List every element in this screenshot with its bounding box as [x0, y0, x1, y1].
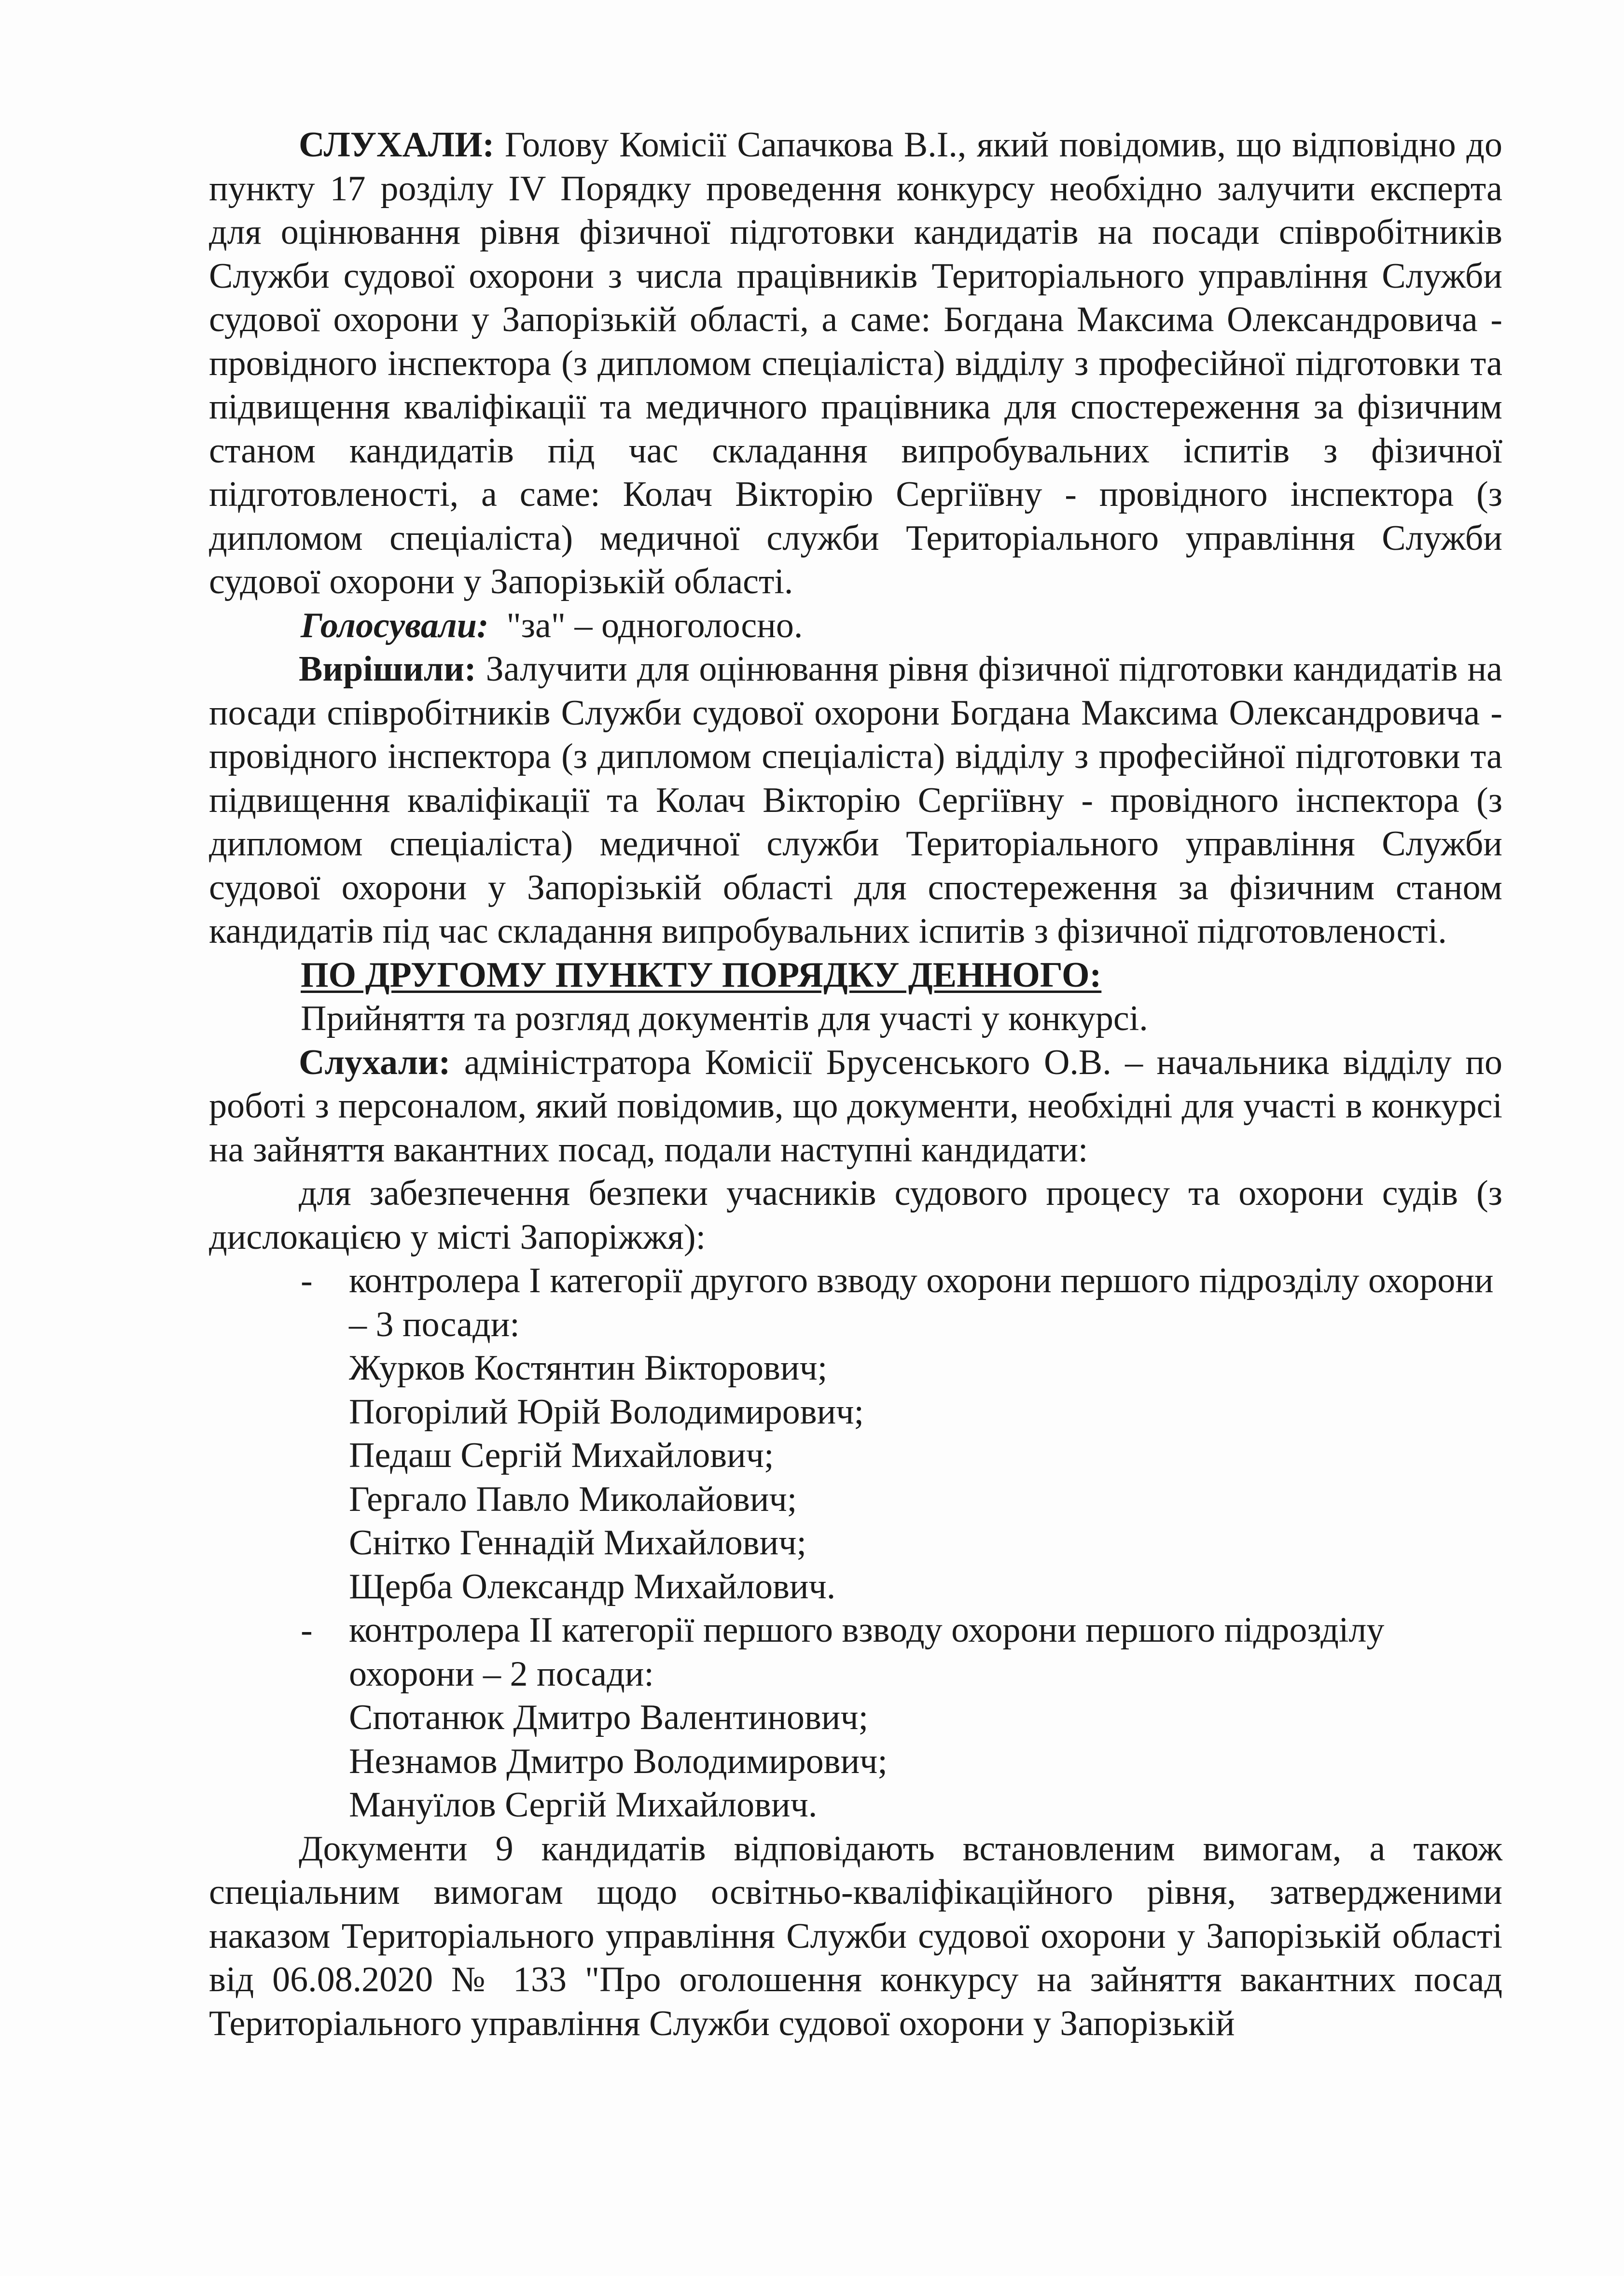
decided-label: Вирішили:	[299, 649, 476, 689]
candidate-name: Педаш Сергій Михайлович;	[349, 1436, 774, 1475]
agenda-item-2-heading: ПО ДРУГОМУ ПУНКТУ ПОРЯДКУ ДЕННОГО:	[301, 955, 1102, 995]
decided-paragraph	[209, 647, 1502, 953]
vote-label: Голосували:	[301, 605, 489, 645]
candidate-name: Снітко Геннадій Михайлович;	[349, 1523, 807, 1563]
document-body	[209, 123, 1502, 2045]
position-1-candidates	[209, 1346, 1502, 1608]
position-item-1	[209, 1259, 1502, 1346]
candidate-name: Гергало Павло Миколайович;	[349, 1479, 797, 1519]
candidate-name: Мануїлов Сергій Михайлович.	[349, 1785, 818, 1825]
position-1-title: контролера І категорії другого взводу охорони першого підрозділу охорони – 3 посади:	[349, 1261, 1494, 1344]
candidate-name: Незнамов Дмитро Володимирович;	[349, 1741, 888, 1781]
security-intro: для забезпечення безпеки учасників судового процесу та охорони судів (з дислокацією у місті Запоріжжя):	[209, 1173, 1502, 1257]
heard-2-label: Слухали:	[299, 1042, 451, 1082]
decided-text: Залучити для оцінювання рівня фізичної підготовки кандидатів на посади співробітників Служби судової охорони Богдана Максима Олександровича - провідного інспектора (з дипломом спеціаліста) відділу з професійної підготовки та підвищення кваліфікації та Колач Вікторію Сергіївну - провідного інспектора (з дипломом спеціаліста) медичної служби Територіального управління Служби судової охорони у Запорізькій області для спостереження за фізичним станом кандидатів під час складання випробувальних іспитів з фізичної підготовленості.	[209, 649, 1502, 951]
heard-text: Голову Комісії Сапачкова В.І., який повідомив, що відповідно до пункту 17 розділу IV Порядку проведення конкурсу необхідно залучити експерта для оцінювання рівня фізичної підготовки кандидатів на посади співробітників Служби судової охорони з числа працівників Територіального управління Служби судової охорони у Запорізькій області, а саме: Богдана Максима Олександровича - провідного інспектора (з дипломом спеціаліста) відділу з професійної підготовки та підвищення кваліфікації та медичного працівника для спостереження за фізичним станом кандидатів під час складання випробувальних іспитів з фізичної підготовленості, а саме: Колач Вікторію Сергіївну - провідного інспектора (з дипломом спеціаліста) медичної служби Територіального управління Служби судової охорони у Запорізькій області.	[209, 125, 1502, 601]
heard-label: СЛУХАЛИ:	[299, 125, 495, 165]
position-item-2	[209, 1608, 1502, 1696]
closing-paragraph: Документи 9 кандидатів відповідають встановленим вимогам, а також спеціальним вимогам щодо освітньо-кваліфікаційного рівня, затвердженими наказом Територіального управління Служби судової охорони у Запорізькій області від 06.08.2020 № 133 "Про оголошення конкурсу на зайняття вакантних посад Територіального управління Служби судової охорони у Запорізькій	[209, 1829, 1502, 2043]
position-2-candidates	[209, 1696, 1502, 1827]
vote-text: "за" – одноголосно.	[488, 605, 803, 645]
candidate-name: Журков Костянтин Вікторович;	[349, 1348, 828, 1388]
heard-paragraph-2	[209, 1041, 1502, 1172]
candidate-name: Погорілий Юрій Володимирович;	[349, 1392, 864, 1432]
position-1-dash: -	[301, 1261, 313, 1300]
candidate-name: Щерба Олександр Михайлович.	[349, 1566, 836, 1606]
heard-paragraph-1	[209, 123, 1502, 604]
heard-2-text: адміністратора Комісії Брусенського О.В. – начальника відділу по роботі з персоналом, який повідомив, що документи, необхідні для участі в конкурсі на зайняття вакантних посад, подали наступні кандидати:	[209, 1042, 1502, 1170]
agenda-item-2-text: Прийняття та розгляд документів для участі у конкурсі.	[301, 999, 1148, 1038]
position-2-title: контролера ІІ категорії першого взводу охорони першого підрозділу охорони – 2 посади:	[349, 1610, 1385, 1694]
position-2-dash: -	[301, 1610, 313, 1650]
vote-paragraph	[209, 604, 1502, 648]
candidate-name: Спотанюк Дмитро Валентинович;	[349, 1698, 869, 1737]
